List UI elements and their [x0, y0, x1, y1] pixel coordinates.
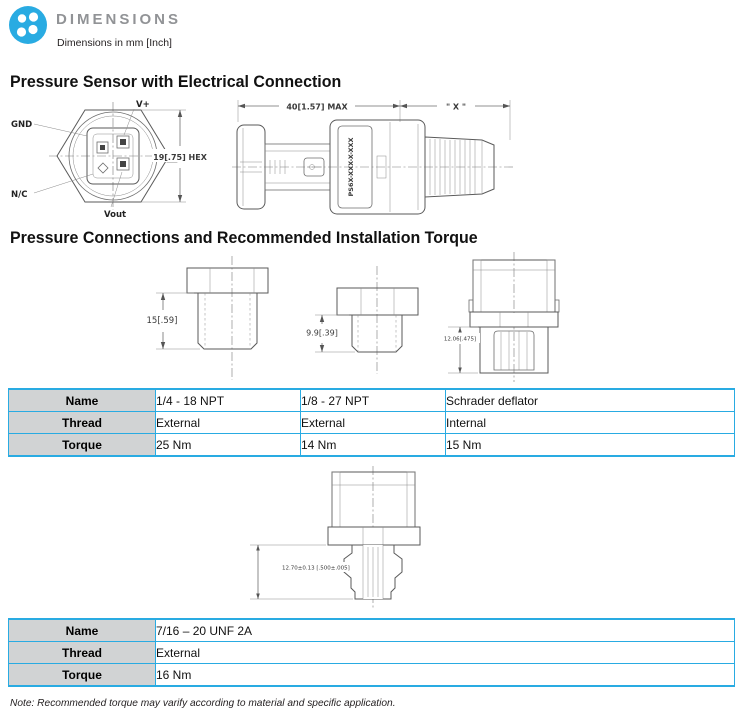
dim-npt14: 15[.59]	[146, 316, 178, 326]
label-nc: N/C	[11, 190, 28, 200]
pin-vout	[117, 158, 129, 170]
dim-schrader: 12.06[.475]	[443, 336, 477, 343]
row-header-thread: Thread	[9, 412, 156, 434]
row-header-thread: Thread	[9, 642, 156, 664]
fitting-schrader-drawing	[440, 248, 580, 386]
section-heading-sensor: Pressure Sensor with Electrical Connection	[10, 72, 342, 91]
table-row	[9, 664, 735, 687]
cell-name-3: Schrader deflator	[446, 389, 735, 412]
pin-nc	[98, 163, 108, 173]
pin-vplus	[117, 136, 129, 148]
footnote: Note: Recommended torque may varify according to material and specific application.	[10, 697, 396, 709]
cell-thread-1: External	[156, 412, 301, 434]
cell-torque-2: 14 Nm	[301, 434, 446, 457]
row-header-name: Name	[9, 619, 156, 642]
table-row	[9, 619, 735, 642]
connector-face-icon	[8, 5, 48, 45]
part-number-label: PS6X-XXX-X-XXX	[347, 137, 355, 197]
pin-gnd	[97, 142, 108, 153]
table-row	[9, 389, 735, 412]
table-row	[9, 412, 735, 434]
row-header-torque: Torque	[9, 434, 156, 457]
cell-torque-1: 25 Nm	[156, 434, 301, 457]
table-row	[9, 642, 735, 664]
page-title: DIMENSIONS	[56, 11, 182, 28]
row-header-torque: Torque	[9, 664, 156, 687]
fitting-npt18-drawing	[305, 252, 455, 384]
page-subtitle: Dimensions in mm [Inch]	[57, 37, 172, 49]
cell-thread: External	[156, 642, 735, 664]
sensor-side-view-drawing	[232, 92, 517, 220]
dim-npt18: 9.9[.39]	[306, 328, 338, 338]
cell-torque: 16 Nm	[156, 664, 735, 687]
cell-name-1: 1/4 - 18 NPT	[156, 389, 301, 412]
row-header-name: Name	[9, 389, 156, 412]
fitting-npt14-drawing	[130, 252, 315, 384]
sensor-front-view-drawing	[8, 94, 233, 219]
dim-x: " X "	[445, 102, 467, 112]
label-gnd: GND	[11, 120, 33, 130]
cell-torque-3: 15 Nm	[446, 434, 735, 457]
torque-table-2	[8, 618, 735, 687]
label-vplus: V+	[136, 100, 150, 110]
dim-length: 40[1.57] MAX	[286, 102, 348, 112]
label-vout: Vout	[104, 210, 127, 220]
torque-table-1	[8, 388, 735, 457]
dim-hex: 19[.75] HEX	[153, 153, 207, 162]
cell-thread-3: Internal	[446, 412, 735, 434]
fitting-unf-drawing	[240, 462, 490, 614]
cell-name: 7/16 – 20 UNF 2A	[156, 619, 735, 642]
section-heading-connections: Pressure Connections and Recommended Installation Torque	[10, 228, 478, 247]
dim-unf: 12.70±0.13 [.500±.005]	[282, 565, 350, 572]
table-row	[9, 434, 735, 457]
cell-thread-2: External	[301, 412, 446, 434]
cell-name-2: 1/8 - 27 NPT	[301, 389, 446, 412]
